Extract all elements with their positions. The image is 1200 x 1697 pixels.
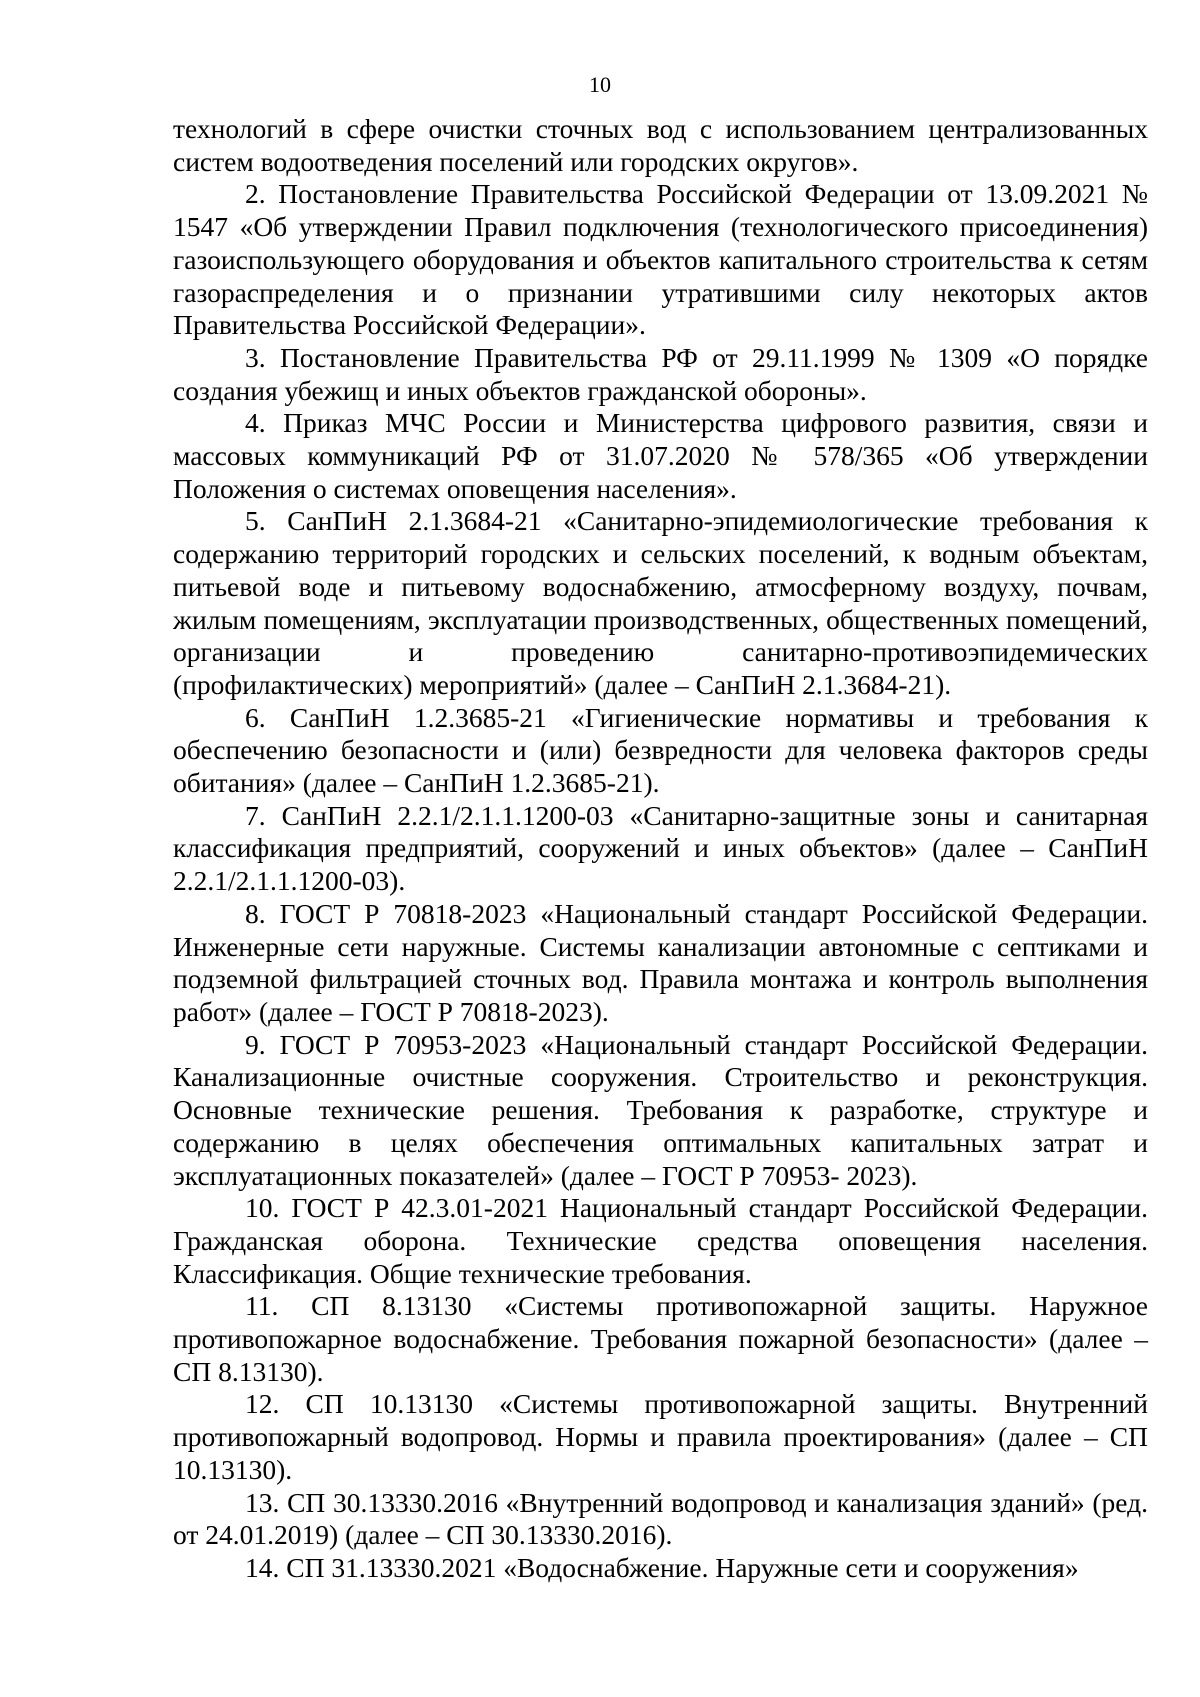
paragraph-item-13: 13. СП 30.13330.2016 «Внутренний водопровод и канализация зданий» (ред. от 24.01.2019) (далее – СП 30.13330.2016). (173, 1486, 1148, 1551)
paragraph-item-8: 8. ГОСТ Р 70818-2023 «Национальный стандарт Российской Федерации. Инженерные сети наружные. Системы канализации автономные с септиками и подземной фильтрацией сточных вод. Правила монтажа и контроль выполнения работ» (далее – ГОСТ Р 70818-2023). (173, 897, 1148, 1027)
paragraph-item-4: 4. Приказ МЧС России и Министерства цифрового развития, связи и массовых коммуникаций РФ от 31.07.2020 № 578/365 «Об утверждении Положения о системах оповещения населения». (173, 407, 1148, 504)
document-body (173, 113, 1148, 1585)
paragraph-item-10: 10. ГОСТ Р 42.3.01-2021 Национальный стандарт Российской Федерации. Гражданская оборона. Технические средства оповещения населения. Классификация. Общие технические требования. (173, 1192, 1148, 1289)
paragraph-item-9: 9. ГОСТ Р 70953-2023 «Национальный стандарт Российской Федерации. Канализационные очистные сооружения. Строительство и реконструкция. Основные технические решения. Требования к разработке, структуре и содержанию в целях обеспечения оптимальных капитальных затрат и эксплуатационных показателей» (далее – ГОСТ Р 70953- 2023). (173, 1028, 1148, 1191)
paragraph-item-5: 5. СанПиН 2.1.3684-21 «Санитарно-эпидемиологические требования к содержанию территорий городских и сельских поселений, к водным объектам, питьевой воде и питьевому водоснабжению, атмосферному воздуху, почвам, жилым помещениям, эксплуатации производственных, общественных помещений, организации и проведению санитарно-противоэпидемических (профилактических) мероприятий» (далее – СанПиН 2.1.3684-21). (173, 505, 1148, 700)
paragraph-item-6: 6. СанПиН 1.2.3685-21 «Гигиенические нормативы и требования к обеспечению безопасности и (или) безвредности для человека факторов среды обитания» (далее – СанПиН 1.2.3685-21). (173, 701, 1148, 799)
paragraph-item-11: 11. СП 8.13130 «Системы противопожарной защиты. Наружное противопожарное водоснабжение. Требования пожарной безопасности» (далее – СП 8.13130). (173, 1290, 1148, 1387)
paragraph-item-14: 14. СП 31.13330.2021 «Водоснабжение. Наружные сети и сооружения» (245, 1551, 1079, 1583)
paragraph-item-12: 12. СП 10.13130 «Системы противопожарной защиты. Внутренний противопожарный водопровод. Нормы и правила проектирования» (далее – СП 10.13130). (173, 1388, 1148, 1485)
paragraph-continuation: технологий в сфере очистки сточных вод с использованием централизованных систем водоотведения поселений или городских округов». (173, 113, 1148, 177)
page-number: 10 (589, 72, 611, 97)
paragraph-item-3: 3. Постановление Правительства РФ от 29.11.1999 № 1309 «О порядке создания убежищ и иных объектов гражданской обороны». (173, 341, 1148, 406)
paragraph-item-7: 7. СанПиН 2.2.1/2.1.1.1200-03 «Санитарно-защитные зоны и санитарная классификация предприятий, сооружений и иных объектов» (далее – СанПиН 2.2.1/2.1.1.1200-03). (173, 799, 1148, 897)
paragraph-item-2: 2. Постановление Правительства Российской Федерации от 13.09.2021 № 1547 «Об утверждении Правил подключения (технологического присоединения) газоиспользующего оборудования и объектов капитального строительства к сетям газораспределения и о признании утратившими силу некоторых актов Правительства Российской Федерации». (173, 178, 1148, 341)
